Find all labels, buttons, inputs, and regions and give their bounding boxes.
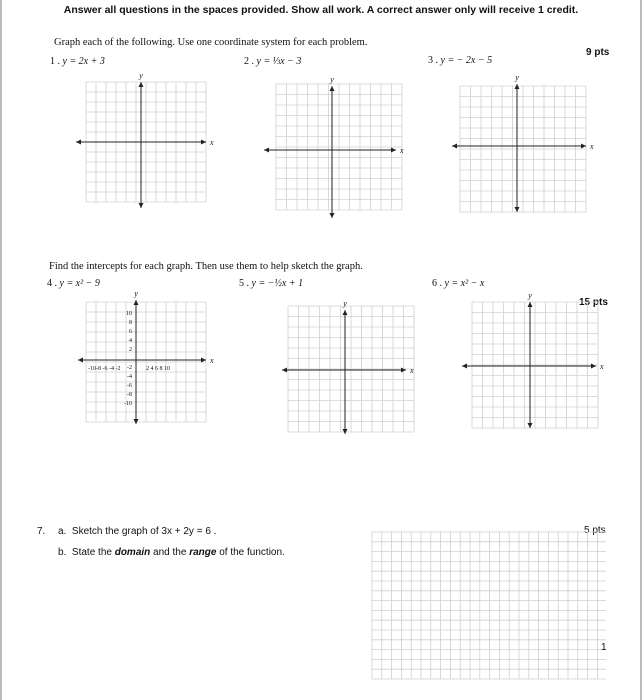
- x-axis-label: x: [590, 142, 594, 151]
- x-axis-label: x: [600, 362, 604, 371]
- y-axis-arrow-up: [330, 86, 335, 91]
- y-axis-arrow-up: [134, 300, 139, 305]
- q7-number: 7.: [37, 526, 46, 537]
- graph-6-grid[interactable]: [458, 288, 608, 432]
- y-axis-arrow-down: [343, 429, 348, 434]
- y-axis-arrow-up: [343, 310, 348, 315]
- y-axis-label: y: [528, 291, 532, 300]
- problem-1: 1 . y = 2x + 3: [50, 56, 105, 67]
- y-tick-label: -6: [127, 383, 132, 389]
- y-tick-label: -8: [127, 392, 132, 398]
- y-axis-label: y: [343, 299, 347, 308]
- problem-6: 6 . y = x² − x: [432, 278, 485, 289]
- problem-3: 3 . y = − 2x − 5: [428, 55, 493, 66]
- graph-1-grid[interactable]: [74, 68, 216, 213]
- y-axis-arrow-down: [134, 419, 139, 424]
- x-axis-arrow-left: [76, 140, 81, 145]
- y-axis-arrow-up: [528, 302, 533, 307]
- y-tick-label: 4: [129, 338, 132, 344]
- x-axis-label: x: [210, 138, 214, 147]
- x-axis-arrow-right: [391, 148, 396, 153]
- y-tick-label: -2: [127, 365, 132, 371]
- y-axis-arrow-down: [528, 423, 533, 428]
- problem-5: 5 . y = −½x + 1: [239, 278, 304, 289]
- q7-part-a: a. Sketch the graph of 3x + 2y = 6 .: [58, 526, 217, 537]
- y-tick-label: 6: [129, 329, 132, 335]
- section2-points: 15 pts: [579, 297, 608, 308]
- section1-title: Graph each of the following. Use one coordinate system for each problem.: [54, 37, 368, 48]
- x-axis-arrow-left: [452, 144, 457, 149]
- instructions-header: Answer all questions in the spaces provided. Show all work. A correct answer only will receive 1 credit.: [63, 4, 579, 16]
- x-axis-label: x: [210, 356, 214, 365]
- section1-points: 9 pts: [586, 47, 610, 58]
- problem-2: 2 . y = ⅓x − 3: [244, 56, 302, 67]
- y-axis-arrow-down: [515, 207, 520, 212]
- y-axis-arrow-up: [515, 84, 520, 89]
- graph-3-grid[interactable]: [450, 70, 598, 216]
- y-axis-label: y: [134, 289, 138, 298]
- y-tick-label: -10: [124, 401, 132, 407]
- section2-title: Find the intercepts for each graph. Then use them to help sketch the graph.: [49, 261, 363, 272]
- q7-graph-paper[interactable]: [370, 530, 606, 680]
- x-axis-arrow-right: [591, 364, 596, 369]
- y-axis-label: y: [139, 71, 143, 80]
- y-axis-label: y: [515, 73, 519, 82]
- x-axis-label: x: [400, 146, 404, 155]
- q7-points: 5 pts: [584, 525, 606, 536]
- graph-5-grid[interactable]: [278, 296, 420, 438]
- y-axis-label: y: [330, 75, 334, 84]
- y-tick-label: 8: [129, 320, 132, 326]
- y-tick-label: -4: [127, 374, 132, 380]
- graph-4-grid[interactable]: [74, 288, 218, 430]
- x-axis-arrow-left: [462, 364, 467, 369]
- y-tick-label: 2: [129, 347, 132, 353]
- x-axis-arrow-left: [264, 148, 269, 153]
- page-edge-left: [0, 0, 2, 700]
- x-axis-arrow-left: [78, 358, 83, 363]
- x-axis-arrow-left: [282, 368, 287, 373]
- graph-2-grid[interactable]: [260, 74, 410, 222]
- x-tick-labels-positive: 2 4 6 8 10: [146, 366, 170, 372]
- y-axis-arrow-down: [330, 213, 335, 218]
- x-axis-arrow-right: [581, 144, 586, 149]
- problem-4: 4 . y = x² − 9: [47, 278, 100, 289]
- q7-part-b: b. State the domain and the range of the function.: [58, 547, 285, 558]
- x-tick-labels-negative: -10-8 -6 -4 -2: [88, 366, 121, 372]
- x-axis-label: x: [410, 366, 414, 375]
- y-axis-arrow-down: [139, 203, 144, 208]
- x-axis-arrow-right: [201, 140, 206, 145]
- y-axis-arrow-up: [139, 82, 144, 87]
- page-number: 1: [601, 642, 607, 653]
- y-tick-label: 10: [126, 311, 132, 317]
